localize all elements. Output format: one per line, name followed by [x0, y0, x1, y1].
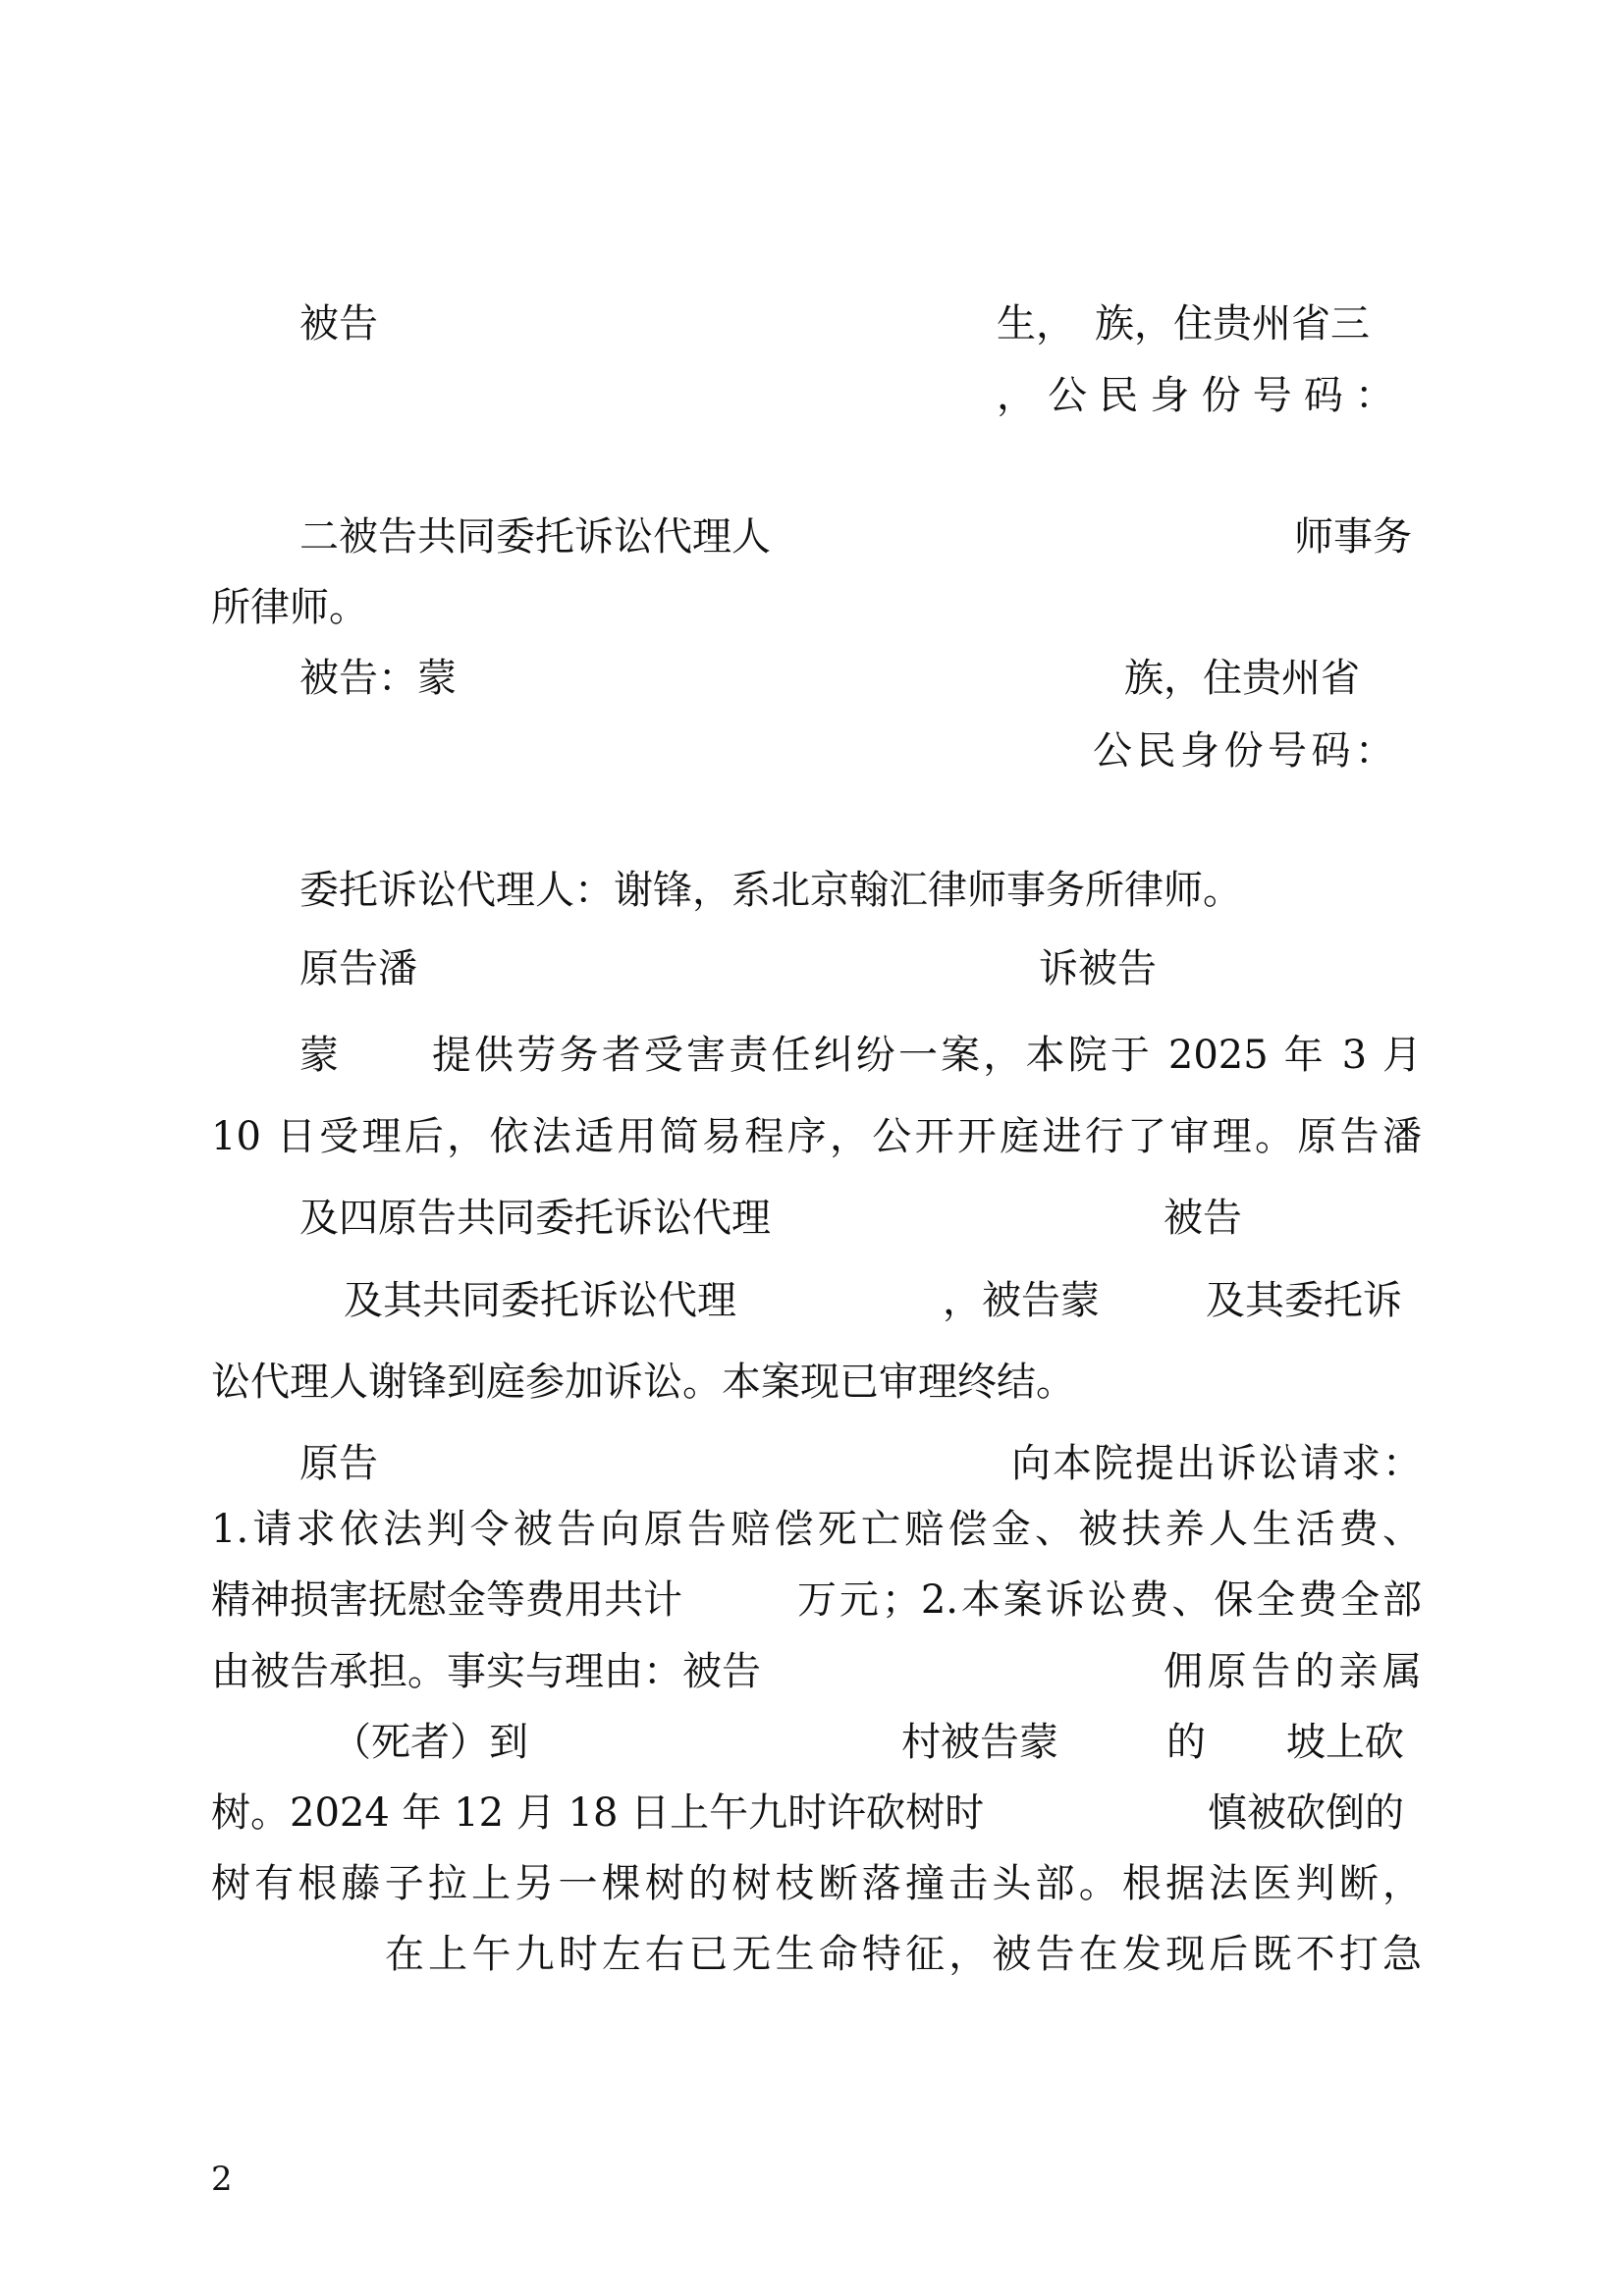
- text-line: 讼代理人谢锋到庭参加诉讼。本案现已审理终结。: [211, 1360, 1075, 1405]
- text-line: 族，住贵州省: [1124, 656, 1360, 701]
- text-line: 佣原告的亲属: [1164, 1649, 1422, 1694]
- text-line: 原告: [299, 1441, 378, 1486]
- text-line: 10 日受理后，依法适用简易程序，公开开庭进行了审理。原告潘: [211, 1114, 1422, 1159]
- text-line: 委托诉讼代理人：谢锋，系北京翰汇律师事务所律师。: [299, 868, 1242, 913]
- text-line: 向本院提出诉讼请求：: [1011, 1441, 1422, 1486]
- text-line: 诉被告: [1039, 946, 1157, 991]
- text-line: ，公民身份号码：: [997, 373, 1394, 418]
- text-line: 精神损害抚慰金等费用共计: [211, 1577, 682, 1623]
- text-line: 在上午九时左右已无生命特征，被告在发现后既不打急: [385, 1932, 1422, 1977]
- text-line: （死者）到: [332, 1720, 528, 1765]
- text-line: 师事务: [1294, 514, 1412, 560]
- text-line: 及其共同委托诉讼代理: [344, 1278, 736, 1323]
- text-line: 生， 族，住贵州省三: [997, 301, 1370, 347]
- page-number: 2: [211, 2160, 233, 2199]
- text-line: 及其委托诉: [1206, 1278, 1402, 1323]
- text-line: 公民身份号码：: [1093, 728, 1394, 774]
- text-line: 村被告蒙: [901, 1720, 1058, 1765]
- text-line: 万元；2.本案诉讼费、保全费全部: [797, 1577, 1422, 1623]
- text-line: 由被告承担。事实与理由：被告: [211, 1649, 761, 1694]
- text-line: 原告潘: [299, 946, 417, 991]
- text-line: 慎被砍倒的: [1208, 1790, 1404, 1836]
- text-line: 坡上砍: [1286, 1720, 1404, 1765]
- text-line: 的: [1166, 1720, 1206, 1765]
- text-line: 提供劳务者受害责任纠纷一案，本院于 2025 年 3 月: [432, 1033, 1422, 1078]
- text-line: 二被告共同委托诉讼代理人: [299, 514, 771, 560]
- text-line: ，被告蒙: [943, 1278, 1100, 1323]
- text-line: 所律师。: [211, 585, 368, 630]
- text-line: 及四原告共同委托诉讼代理: [299, 1196, 771, 1241]
- text-line: 树有根藤子拉上另一棵树的树枝断落撞击头部。根据法医判断，: [211, 1861, 1422, 1906]
- text-line: 蒙: [299, 1033, 339, 1078]
- text-line: 1.请求依法判令被告向原告赔偿死亡赔偿金、被扶养人生活费、: [211, 1507, 1422, 1552]
- text-line: 被告: [1164, 1196, 1242, 1241]
- text-line: 被告: [299, 301, 378, 347]
- text-line: 树。2024 年 12 月 18 日上午九时许砍树时: [211, 1790, 985, 1836]
- text-line: 被告：蒙: [299, 656, 457, 701]
